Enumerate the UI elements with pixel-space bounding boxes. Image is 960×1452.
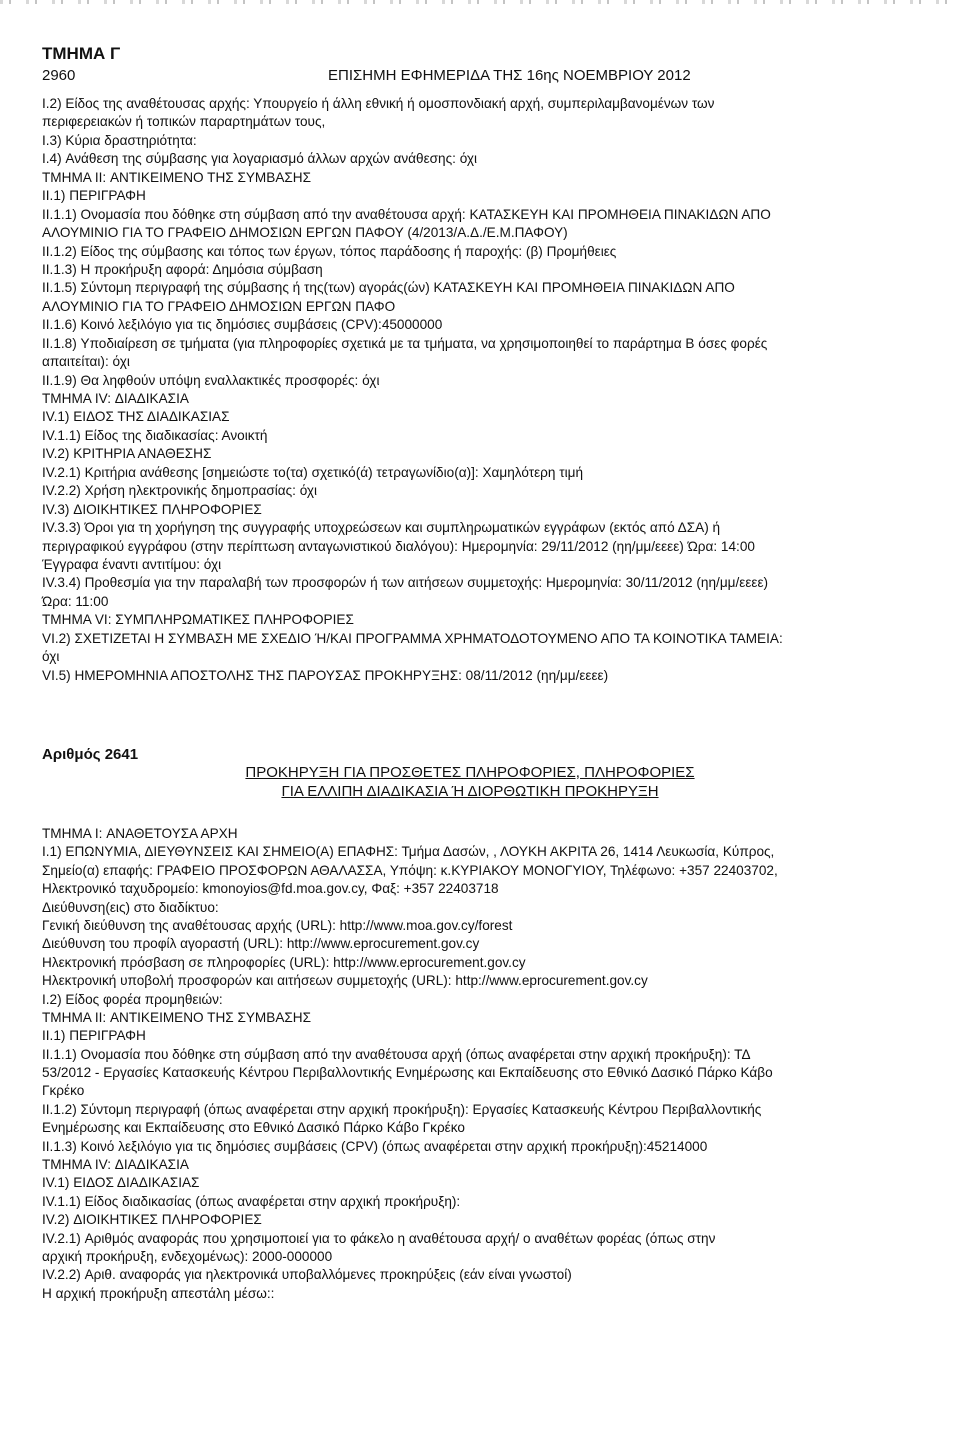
text-line: ΤΜΗΜΑ IV: ΔΙΑΔΙΚΑΣΙΑ (42, 1157, 189, 1173)
notice-2-body (42, 825, 922, 1303)
text-line: II.1.5) Σύντομη περιγραφή της σύμβασης ή της(των) αγοράς(ών) ΚΑΤΑΣΚΕΥΗ ΚΑΙ ΠΡΟΜΗΘΕΙΑ ΠΙΝΑΚΙΔΩΝ ΑΠΟ (42, 280, 735, 296)
text-line: ΤΜΗΜΑ II: ΑΝΤΙΚΕΙΜΕΝΟ ΤΗΣ ΣΥΜΒΑΣΗΣ (42, 169, 312, 185)
text-line: IV.1) ΕΙΔΟΣ ΔΙΑΔΙΚΑΣΙΑΣ (42, 1175, 200, 1191)
text-line: Γενική διεύθυνση της αναθέτουσας αρχής (URL): http://www.moa.gov.cy/forest (42, 917, 513, 933)
notice-number: Αριθμός 2641 (42, 746, 139, 763)
text-line: Σημείο(α) επαφής: ΓΡΑΦΕΙΟ ΠΡΟΣΦΟΡΩΝ ΑΘΑΛΑΣΣΑ, Υπόψη: κ.ΚΥΡΙΑΚΟΥ ΜΟΝΟΓΥΙΟΥ, Τηλέφωνο: +357 22403702, (42, 862, 778, 878)
text-line: I.2) Είδος φορέα προμηθειών: (42, 991, 223, 1007)
text-line: Ενημέρωσης και Εκπαίδευσης στο Εθνικό Δασικό Πάρκο Κάβο Γκρέκο (42, 1120, 465, 1136)
text-line: περιγραφικού εγγράφου (στην περίπτωση ανταγωνιστικού διαλόγου): Ημερομηνία: 29/11/2012 (ηη/μμ/εεεε) Ώρα: 14:00 (42, 538, 755, 554)
text-line: IV.2.2) Αριθ. αναφοράς για ηλεκτρονικά υποβαλλόμενες προκηρύξεις (εάν είναι γνωστοί) (42, 1267, 572, 1283)
text-line: Ηλεκτρονικό ταχυδρομείο: kmonoyios@fd.moa.gov.cy, Φαξ: +357 22403718 (42, 881, 499, 897)
page-number: 2960 (42, 67, 76, 84)
text-line: IV.2.1) Κριτήρια ανάθεσης [σημειώστε το(τα) σχετικό(ά) τετραγωνίδιο(α)]: Χαμηλότερη τιμή (42, 464, 584, 480)
text-line: I.2) Είδος της αναθέτουσας αρχής: Υπουργείο ή άλλη εθνική ή ομοσπονδιακή αρχή, συμπεριλαμβανομένων των (42, 96, 715, 111)
notice-1-body (42, 95, 922, 685)
text-line: Διεύθυνση(εις) στο διαδίκτυο: (42, 899, 219, 915)
text-line: VI.2) ΣΧΕΤΙΖΕΤΑΙ Η ΣΥΜΒΑΣΗ ΜΕ ΣΧΕΔΙΟ Ή/ΚΑΙ ΠΡΟΓΡΑΜΜΑ ΧΡΗΜΑΤΟΔΟΤΟΥΜΕΝΟ ΑΠΟ ΤΑ ΚΟΙΝΟΤΙΚΑ ΤΑΜΕΙΑ: (42, 630, 783, 646)
text-line: II.1.3) Κοινό λεξιλόγιο για τις δημόσιες συμβάσεις (CPV) (όπως αναφέρεται στην αρχική προκήρυξη):45214000 (42, 1138, 708, 1154)
text-line: IV.2.2) Χρήση ηλεκτρονικής δημοπρασίας: όχι (42, 483, 318, 499)
text-line: IV.3.3) Όροι για τη χορήγηση της συγγραφής υποχρεώσεων και συμπληρωματικών εγγράφων (εκτός από ΔΣΑ) ή (42, 520, 721, 536)
text-line: I.1) ΕΠΩΝΥΜΙΑ, ΔΙΕΥΘΥΝΣΕΙΣ ΚΑΙ ΣΗΜΕΙΟ(Α) ΕΠΑΦΗΣ: Τμήμα Δασών, , ΛΟΥΚΗ ΑΚΡΙΤΑ 26, 1414 Λευκωσία, Κύπρος, (42, 844, 775, 860)
text-line: Ώρα: 11:00 (42, 593, 109, 609)
text-line: II.1.9) Θα ληφθούν υπόψη εναλλακτικές προσφορές: όχι (42, 372, 380, 388)
text-line: απαιτείται): όχι (42, 354, 130, 370)
text-line: I.3) Κύρια δραστηριότητα: (42, 132, 197, 148)
text-line: ΑΛΟΥΜΙΝΙΟ ΓΙΑ ΤΟ ΓΡΑΦΕΙΟ ΔΗΜΟΣΙΩΝ ΕΡΓΩΝ ΠΑΦΟΥ (4/2013/Α.Δ./Ε.Μ.ΠΑΦΟΥ) (42, 225, 568, 241)
text-line: II.1.1) Ονομασία που δόθηκε στη σύμβαση από την αναθέτουσα αρχή (όπως αναφέρεται στην αρχική προκήρυξη): ΤΔ (42, 1046, 751, 1062)
text-line: 53/2012 - Εργασίες Κατασκευής Κέντρου Περιβαλλοντικής Ενημέρωσης και Εκπαίδευσης στο Εθνικό Δασικό Πάρκο Κάβο (42, 1065, 773, 1081)
text-line: II.1.3) Η προκήρυξη αφορά: Δημόσια σύμβαση (42, 261, 323, 277)
notice-title-line-2: ΓΙΑ ΕΛΛΙΠΗ ΔΙΑΔΙΚΑΣΙΑ Ή ΔΙΟΡΘΩΤΙΚΗ ΠΡΟΚΗΡΥΞΗ (281, 783, 659, 800)
text-line: Γκρέκο (42, 1083, 85, 1099)
text-line: Ηλεκτρονική υποβολή προσφορών και αιτήσεων συμμετοχής (URL): http://www.eprocurement.gov.cy (42, 973, 648, 989)
text-line: ΑΛΟΥΜΙΝΙΟ ΓΙΑ ΤΟ ΓΡΑΦΕΙΟ ΔΗΜΟΣΙΩΝ ΕΡΓΩΝ ΠΑΦΟ (42, 298, 396, 314)
text-line: περιφερειακών ή τοπικών παραρτημάτων τους, (42, 114, 326, 130)
text-line: II.1.1) Ονομασία που δόθηκε στη σύμβαση από την αναθέτουσα αρχή: ΚΑΤΑΣΚΕΥΗ ΚΑΙ ΠΡΟΜΗΘΕΙΑ ΠΙΝΑΚΙΔΩΝ ΑΠΟ (42, 206, 771, 222)
text-line: IV.2) ΚΡΙΤΗΡΙΑ ΑΝΑΘΕΣΗΣ (42, 446, 212, 462)
text-line: όχι (42, 649, 60, 665)
text-line: IV.1) ΕΙΔΟΣ ΤΗΣ ΔΙΑΔΙΚΑΣΙΑΣ (42, 409, 230, 425)
text-line: IV.2.1) Αριθμός αναφοράς που χρησιμοποιεί για το φάκελο η αναθέτουσα αρχή/ ο αναθέτων φορέας (όπως στην (42, 1230, 716, 1246)
text-line: II.1.6) Κοινό λεξιλόγιο για τις δημόσιες συμβάσεις (CPV):45000000 (42, 317, 443, 333)
text-line: Διεύθυνση του προφίλ αγοραστή (URL): http://www.eprocurement.gov.cy (42, 936, 480, 952)
text-line: II.1.2) Είδος της σύμβασης και τόπος των έργων, τόπος παράδοσης ή παροχής: (β) Προμήθειες (42, 243, 617, 259)
text-line: ΤΜΗΜΑ II: ΑΝΤΙΚΕΙΜΕΝΟ ΤΗΣ ΣΥΜΒΑΣΗΣ (42, 1009, 312, 1025)
text-line: I.4) Ανάθεση της σύμβασης για λογαριασμό άλλων αρχών ανάθεσης: όχι (42, 151, 478, 167)
text-line: II.1.2) Σύντομη περιγραφή (όπως αναφέρεται στην αρχική προκήρυξη): Εργασίες Κατασκευής Κέντρου Περιβαλλοντικής (42, 1101, 762, 1117)
text-line: Η αρχική προκήρυξη απεστάλη μέσω:: (42, 1285, 275, 1301)
section-label: ΤΜΗΜΑ Γ (42, 44, 121, 63)
text-line: IV.1.1) Είδος της διαδικασίας: Ανοικτή (42, 427, 268, 443)
notice-title-line-1: ΠΡΟΚΗΡΥΞΗ ΓΙΑ ΠΡΟΣΘΕΤΕΣ ΠΛΗΡΟΦΟΡΙΕΣ, ΠΛΗΡΟΦΟΡΙΕΣ (245, 764, 695, 781)
text-line: IV.2) ΔΙΟΙΚΗΤΙΚΕΣ ΠΛΗΡΟΦΟΡΙΕΣ (42, 1212, 262, 1228)
text-line: IV.3) ΔΙΟΙΚΗΤΙΚΕΣ ΠΛΗΡΟΦΟΡΙΕΣ (42, 501, 262, 517)
text-line: αρχική προκήρυξη, ενδεχομένως): 2000-000000 (42, 1248, 333, 1264)
text-line: IV.1.1) Είδος διαδικασίας (όπως αναφέρεται στην αρχική προκήρυξη): (42, 1193, 461, 1209)
text-line: Έγγραφα έναντι αντιτίμου: όχι (42, 556, 222, 572)
scan-edge-artifact (0, 0, 960, 4)
text-line: ΤΜΗΜΑ IV: ΔΙΑΔΙΚΑΣΙΑ (42, 391, 189, 406)
text-line: II.1.8) Υποδιαίρεση σε τμήματα (για πληροφορίες σχετικά με τα τμήματα, να χρησιμοποιηθεί το παράρτημα Β όσες φορές (42, 335, 768, 351)
text-line: ΤΜΗΜΑ VI: ΣΥΜΠΛΗΡΩΜΑΤΙΚΕΣ ΠΛΗΡΟΦΟΡΙΕΣ (42, 612, 354, 628)
text-line: II.1) ΠΕΡΙΓΡΑΦΗ (42, 1028, 146, 1044)
gazette-title: ΕΠΙΣΗΜΗ ΕΦΗΜΕΡΙΔΑ ΤΗΣ 16ης ΝΟΕΜΒΡΙΟΥ 2012 (328, 67, 691, 84)
text-line: Ηλεκτρονική πρόσβαση σε πληροφορίες (URL): http://www.eprocurement.gov.cy (42, 954, 526, 970)
text-line: IV.3.4) Προθεσμία για την παραλαβή των προσφορών ή των αιτήσεων συμμετοχής: Ημερομηνία: 30/11/2012 (ηη/μμ/εεεε) (42, 575, 769, 591)
text-line: ΤΜΗΜΑ I: ΑΝΑΘΕΤΟΥΣΑ ΑΡΧΗ (42, 826, 238, 841)
text-line: VI.5) ΗΜΕΡΟΜΗΝΙΑ ΑΠΟΣΤΟΛΗΣ ΤΗΣ ΠΑΡΟΥΣΑΣ ΠΡΟΚΗΡΥΞΗΣ: 08/11/2012 (ηη/μμ/εεεε) (42, 667, 609, 683)
text-line: II.1) ΠΕΡΙΓΡΑΦΗ (42, 188, 146, 204)
